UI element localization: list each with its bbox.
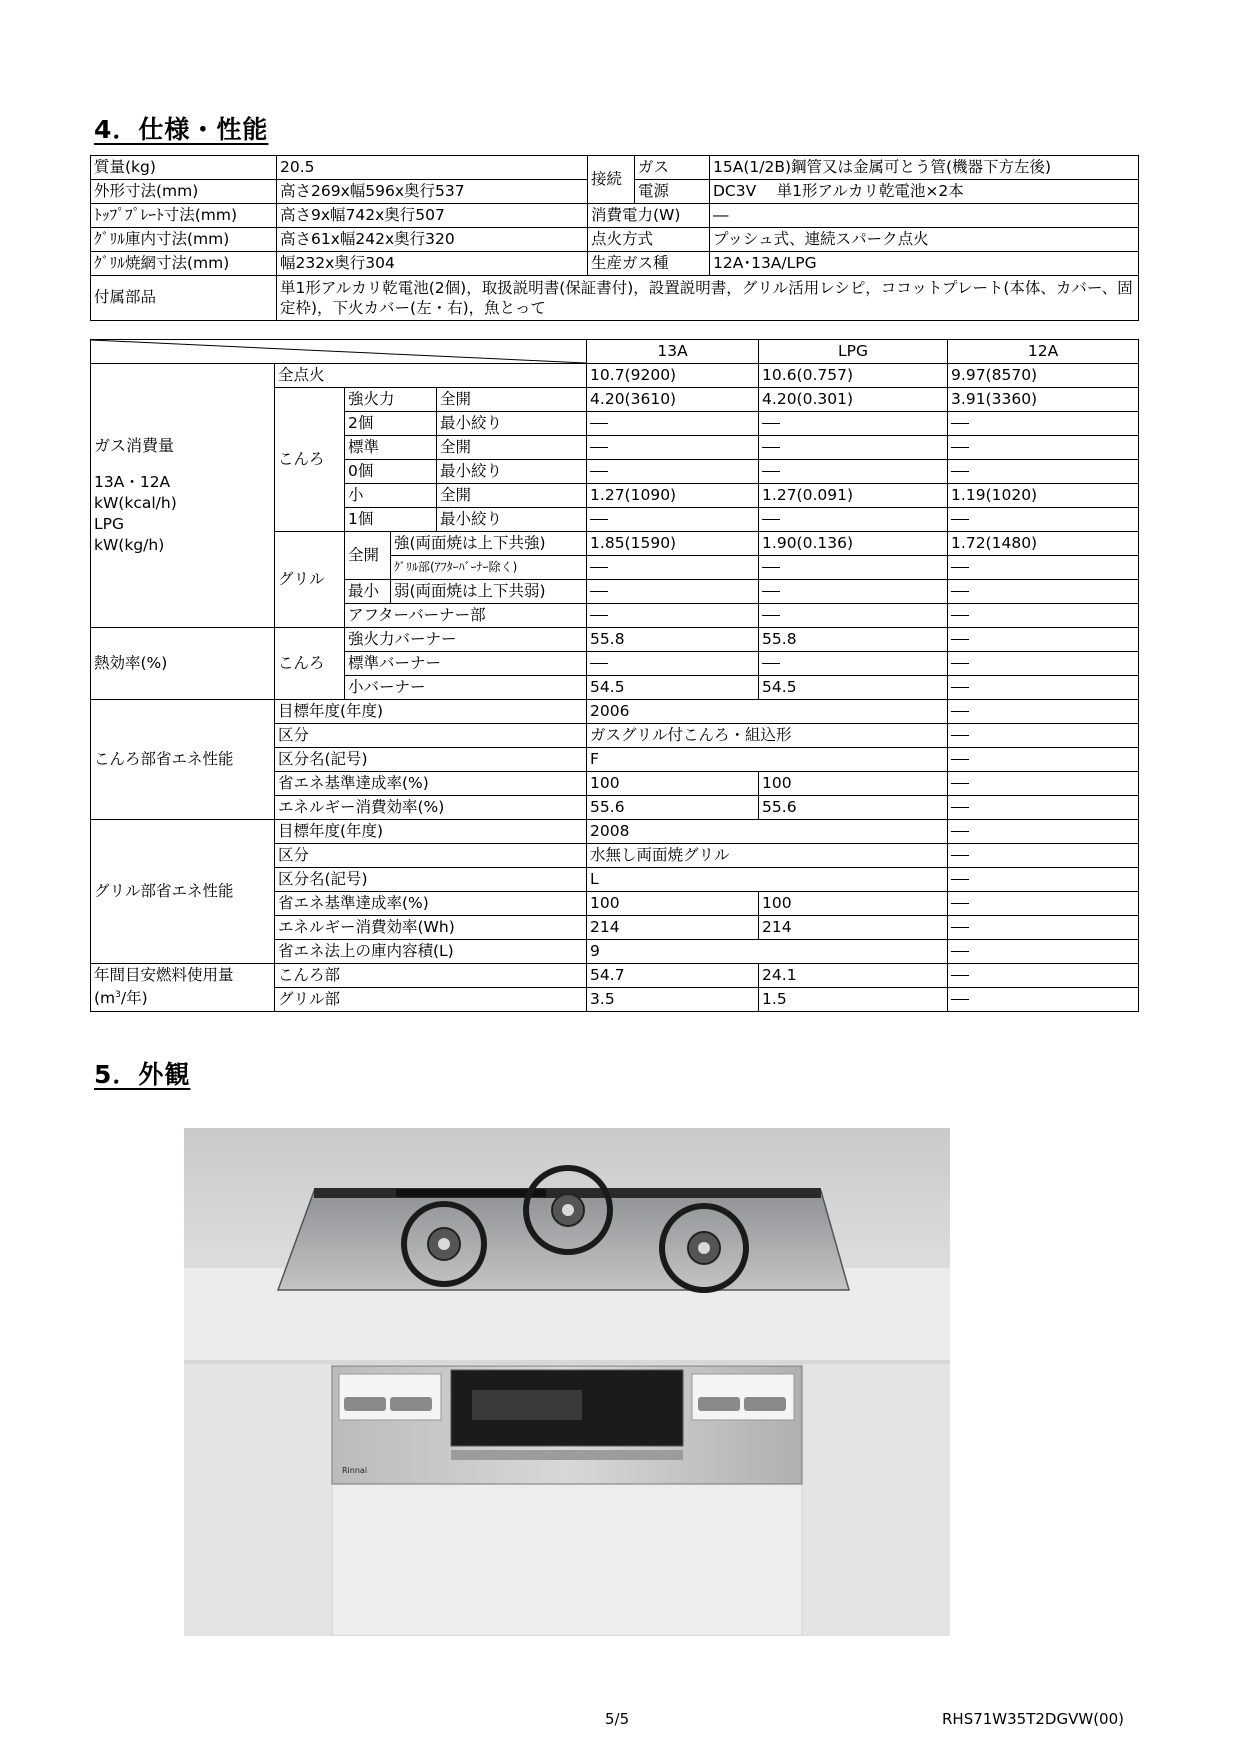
dash-mark <box>590 591 608 592</box>
value-cell <box>948 892 1139 916</box>
value-cell: 1.72(1480) <box>948 532 1139 556</box>
value-cell: 1.85(1590) <box>587 532 759 556</box>
dash-mark <box>951 687 969 688</box>
grill-weak-label: 弱(両面焼は上下共弱) <box>391 580 587 604</box>
product-photo <box>184 1128 950 1636</box>
dash-mark <box>951 735 969 736</box>
consumption-label: 消費電力(W) <box>588 204 710 228</box>
accessories-label: 付属部品 <box>91 276 277 321</box>
volume-label: 省エネ法上の庫内容積(L) <box>275 940 587 964</box>
dash-mark <box>951 855 969 856</box>
value-cell: 2006 <box>587 700 948 724</box>
value-cell <box>759 436 948 460</box>
dash-mark <box>762 447 780 448</box>
value-cell: 214 <box>759 916 948 940</box>
all-ignition-label: 全点火 <box>275 364 587 388</box>
power-value: DC3V 単1形アルカリ乾電池×2本 <box>710 180 1139 204</box>
dash-mark <box>951 711 969 712</box>
value-cell <box>948 964 1139 988</box>
value-cell <box>587 604 759 628</box>
dash-mark <box>762 423 780 424</box>
value-cell: F <box>587 748 948 772</box>
value-cell: 55.8 <box>759 628 948 652</box>
grill-label: グリル <box>275 532 345 628</box>
dash-mark <box>951 999 969 1000</box>
gas-type-value: 12A･13A/LPG <box>710 252 1139 276</box>
value-cell: 54.7 <box>587 964 759 988</box>
gas-consumption-note: kW(kcal/h) <box>94 494 177 513</box>
gas-consumption-label <box>91 364 275 628</box>
dash-mark <box>951 759 969 760</box>
table-row <box>91 156 1139 180</box>
value-cell: 水無し両面焼グリル <box>587 844 948 868</box>
diagonal-line <box>91 340 586 363</box>
value-cell <box>948 508 1139 532</box>
dash-mark <box>590 423 608 424</box>
thermal-standard-label: 標準バーナー <box>345 652 587 676</box>
annual-grill-label: グリル部 <box>275 988 587 1012</box>
value-cell <box>948 604 1139 628</box>
dash-mark <box>590 471 608 472</box>
mass-label: 質量(kg) <box>91 156 277 180</box>
konro-energy-label: こんろ部省エネ性能 <box>91 700 275 820</box>
min-label: 最小絞り <box>437 412 587 436</box>
performance-table <box>90 339 1139 1012</box>
value-cell: 1.90(0.136) <box>759 532 948 556</box>
dash-mark <box>762 519 780 520</box>
value-cell: 4.20(3610) <box>587 388 759 412</box>
grill-inner-label: ｸﾞﾘﾙ庫内寸法(mm) <box>91 228 277 252</box>
thermal-efficiency-label: 熱効率(%) <box>91 628 275 700</box>
min-label: 最小絞り <box>437 508 587 532</box>
unit-part: (m <box>94 989 116 1008</box>
gas-consumption-note: 13A・12A <box>94 473 171 492</box>
value-cell <box>587 436 759 460</box>
value-cell <box>948 796 1139 820</box>
annual-fuel-unit <box>91 988 275 1012</box>
table-row <box>91 988 1139 1012</box>
table-row <box>91 228 1139 252</box>
annual-konro-label: こんろ部 <box>275 964 587 988</box>
target-year-label: 目標年度(年度) <box>275 700 587 724</box>
value-cell <box>587 508 759 532</box>
dash-mark <box>951 783 969 784</box>
value-cell <box>948 556 1139 580</box>
value-cell: 9 <box>587 940 948 964</box>
table-row <box>91 252 1139 276</box>
value-cell <box>759 508 948 532</box>
grill-net-value: 幅232x奥行304 <box>277 252 588 276</box>
dash-mark <box>590 663 608 664</box>
value-cell <box>948 700 1139 724</box>
ignition-value: プッシュ式、連続スパーク点火 <box>710 228 1139 252</box>
value-cell: 55.8 <box>587 628 759 652</box>
value-cell <box>948 844 1139 868</box>
afterburner-label: アフターバーナー部 <box>345 604 587 628</box>
value-cell <box>948 940 1139 964</box>
outer-size-value: 高さ269x幅596x奥行537 <box>277 180 588 204</box>
value-cell <box>587 580 759 604</box>
value-cell: 54.5 <box>587 676 759 700</box>
strong-burner-label: 強火力 <box>345 388 437 412</box>
value-cell: L <box>587 868 948 892</box>
value-cell <box>948 916 1139 940</box>
dash-mark <box>590 519 608 520</box>
grill-inner-value: 高さ61x幅242x奥行320 <box>277 228 588 252</box>
dash-mark <box>590 447 608 448</box>
small-count: 1個 <box>345 508 437 532</box>
value-cell: 55.6 <box>587 796 759 820</box>
top-plate-label: ﾄｯﾌﾟﾌﾟﾚｰﾄ寸法(mm) <box>91 204 277 228</box>
brand-logo: Rinnai <box>342 1466 368 1475</box>
thermal-konro-label: こんろ <box>275 628 345 700</box>
full-open-label: 全開 <box>437 388 587 412</box>
value-cell: 100 <box>759 772 948 796</box>
dash-mark <box>951 903 969 904</box>
value-cell: 10.7(9200) <box>587 364 759 388</box>
value-cell: 100 <box>587 772 759 796</box>
small-burner-label: 小 <box>345 484 437 508</box>
value-cell: 3.5 <box>587 988 759 1012</box>
value-cell <box>759 604 948 628</box>
value-cell: 24.1 <box>759 964 948 988</box>
grill-full-label: 全開 <box>345 532 391 580</box>
table-header-row <box>91 340 1139 364</box>
dash-mark <box>951 567 969 568</box>
value-cell <box>948 652 1139 676</box>
achievement-label: 省エネ基準達成率(%) <box>275 772 587 796</box>
grill-efficiency-label: エネルギー消費効率(Wh) <box>275 916 587 940</box>
value-cell <box>948 436 1139 460</box>
value-cell <box>948 868 1139 892</box>
power-label: 電源 <box>635 180 710 204</box>
value-cell: ガスグリル付こんろ・組込形 <box>587 724 948 748</box>
value-cell <box>759 652 948 676</box>
grill-min-label: 最小 <box>345 580 391 604</box>
gas-consumption-title: ガス消費量 <box>94 435 175 455</box>
accessories-value: 単1形アルカリ乾電池(2個)，取扱説明書(保証書付)，設置説明書，グリル活用レシピ，ココットプレート(本体、カバー、固定枠)，下火カバー(左・右)，魚とって <box>277 276 1139 321</box>
table-row <box>91 364 1139 388</box>
dash-mark <box>951 807 969 808</box>
value-cell <box>759 580 948 604</box>
category-name-label: 区分名(記号) <box>275 868 587 892</box>
value-cell: 54.5 <box>759 676 948 700</box>
spec-table <box>90 155 1139 321</box>
gas-label: ガス <box>635 156 710 180</box>
section-heading-appearance: 5．外観 <box>94 1060 191 1089</box>
mass-value: 20.5 <box>277 156 588 180</box>
dash-mark <box>951 591 969 592</box>
dash-mark <box>951 639 969 640</box>
dash-mark <box>951 879 969 880</box>
table-row <box>91 700 1139 724</box>
top-plate-value: 高さ9x幅742x奥行507 <box>277 204 588 228</box>
value-cell <box>948 724 1139 748</box>
value-cell <box>948 748 1139 772</box>
full-open-label: 全開 <box>437 484 587 508</box>
dash-mark <box>951 447 969 448</box>
standard-count: 0個 <box>345 460 437 484</box>
value-cell <box>948 988 1139 1012</box>
dash-mark <box>762 663 780 664</box>
ignition-label: 点火方式 <box>588 228 710 252</box>
value-cell <box>587 556 759 580</box>
value-cell: 9.97(8570) <box>948 364 1139 388</box>
value-cell <box>759 460 948 484</box>
dash-mark <box>951 975 969 976</box>
dash-mark <box>951 951 969 952</box>
value-cell <box>948 412 1139 436</box>
value-cell <box>587 652 759 676</box>
dash-mark <box>590 567 608 568</box>
table-row <box>91 276 1139 321</box>
dash-mark <box>762 567 780 568</box>
standard-burner-label: 標準 <box>345 436 437 460</box>
grill-net-label: ｸﾞﾘﾙ焼網寸法(mm) <box>91 252 277 276</box>
table-row <box>91 820 1139 844</box>
value-cell: 2008 <box>587 820 948 844</box>
value-cell: 1.27(0.091) <box>759 484 948 508</box>
category-label: 区分 <box>275 844 587 868</box>
dash-mark <box>762 591 780 592</box>
value-cell <box>948 772 1139 796</box>
value-cell <box>759 412 948 436</box>
section-heading-spec: 4．仕様・性能 <box>94 115 269 144</box>
grill-part-label: ｸﾞﾘﾙ部(ｱﾌﾀｰﾊﾞｰﾅｰ除く) <box>391 556 587 580</box>
category-name-label: 区分名(記号) <box>275 748 587 772</box>
value-cell: 1.27(1090) <box>587 484 759 508</box>
value-cell <box>948 628 1139 652</box>
min-label: 最小絞り <box>437 460 587 484</box>
value-cell: 100 <box>759 892 948 916</box>
thermal-small-label: 小バーナー <box>345 676 587 700</box>
value-cell: 4.20(0.301) <box>759 388 948 412</box>
dash-mark <box>590 615 608 616</box>
efficiency-label: エネルギー消費効率(%) <box>275 796 587 820</box>
dash-mark <box>951 471 969 472</box>
column-header-lpg: LPG <box>759 340 948 364</box>
value-cell <box>948 676 1139 700</box>
thermal-strong-label: 強火力バーナー <box>345 628 587 652</box>
grill-energy-label: グリル部省エネ性能 <box>91 820 275 964</box>
value-cell: 1.5 <box>759 988 948 1012</box>
value-cell: 55.6 <box>759 796 948 820</box>
gas-value: 15A(1/2B)鋼管又は金属可とう管(機器下方左後) <box>710 156 1139 180</box>
table-row <box>91 204 1139 228</box>
consumption-value: ― <box>710 204 1139 228</box>
gas-type-label: 生産ガス種 <box>588 252 710 276</box>
value-cell: 10.6(0.757) <box>759 364 948 388</box>
target-year-label: 目標年度(年度) <box>275 820 587 844</box>
value-cell <box>948 580 1139 604</box>
dash-mark <box>951 615 969 616</box>
achievement-label: 省エネ基準達成率(%) <box>275 892 587 916</box>
category-label: 区分 <box>275 724 587 748</box>
konro-label: こんろ <box>275 388 345 532</box>
model-number: RHS71W35T2DGVW(00) <box>942 1710 1124 1728</box>
gas-consumption-note: kW(kg/h) <box>94 536 165 555</box>
full-open-label: 全開 <box>437 436 587 460</box>
value-cell: 214 <box>587 916 759 940</box>
connection-label: 接続 <box>588 156 635 204</box>
dash-mark <box>951 519 969 520</box>
diagonal-header-cell <box>91 340 587 364</box>
outer-size-label: 外形寸法(mm) <box>91 180 277 204</box>
value-cell: 3.91(3360) <box>948 388 1139 412</box>
table-row <box>91 628 1139 652</box>
gas-consumption-note: LPG <box>94 515 124 534</box>
unit-part: /年) <box>120 989 148 1008</box>
strong-count: 2個 <box>345 412 437 436</box>
dash-mark <box>762 615 780 616</box>
dash-mark <box>951 927 969 928</box>
dash-mark <box>762 471 780 472</box>
dash-mark <box>951 663 969 664</box>
value-cell: 1.19(1020) <box>948 484 1139 508</box>
unit-superscript: 3 <box>115 990 121 1001</box>
annual-fuel-label: 年間目安燃料使用量 <box>91 964 275 988</box>
grill-strong-label: 強(両面焼は上下共強) <box>391 532 587 556</box>
value-cell <box>948 820 1139 844</box>
column-header-13a: 13A <box>587 340 759 364</box>
table-row <box>91 964 1139 988</box>
value-cell <box>587 460 759 484</box>
value-cell <box>587 412 759 436</box>
value-cell <box>948 460 1139 484</box>
dash-mark <box>951 423 969 424</box>
dash-mark <box>951 831 969 832</box>
column-header-12a: 12A <box>948 340 1139 364</box>
value-cell: 100 <box>587 892 759 916</box>
value-cell <box>759 556 948 580</box>
page-number: 5/5 <box>605 1710 630 1728</box>
